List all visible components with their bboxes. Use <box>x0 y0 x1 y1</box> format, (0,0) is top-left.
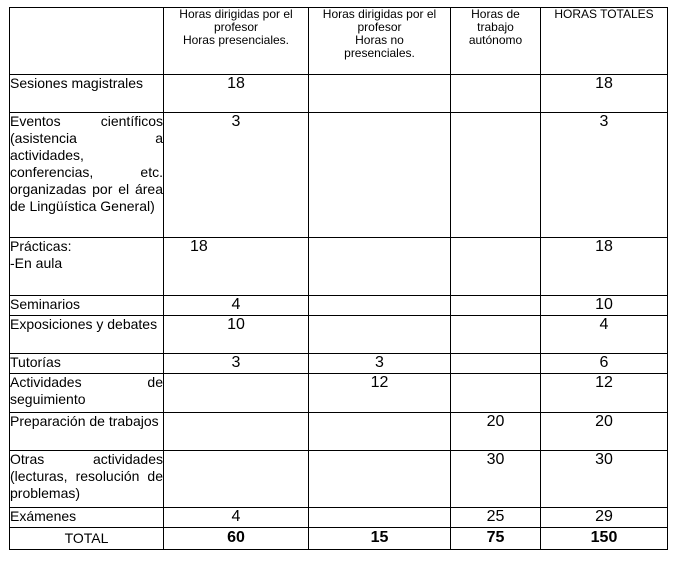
row-label: Otras actividades (lecturas, resolución de problemas) <box>10 451 164 508</box>
cell-autonomous <box>451 354 541 374</box>
row-label: Eventos científicos (asistencia a actividades, conferencias, etc. organizadas por el área de Lingüística General) <box>10 113 164 238</box>
row-label: Exámenes <box>10 508 164 528</box>
table-row <box>10 316 668 354</box>
total-presential: 60 <box>164 528 309 550</box>
cell-presential: 4 <box>164 508 309 528</box>
cell-presential <box>164 413 309 451</box>
cell-autonomous <box>451 75 541 113</box>
header-presential-hours <box>164 8 309 75</box>
header-non-presential-hours <box>309 8 451 75</box>
cell-non-presential <box>309 451 451 508</box>
header-text: Horas dirigidas por el <box>179 7 293 21</box>
table-row <box>10 238 668 296</box>
cell-total: 10 <box>541 296 668 316</box>
header-empty-cell <box>10 8 164 75</box>
cell-autonomous <box>451 374 541 413</box>
table-row <box>10 508 668 528</box>
header-text: presenciales. <box>344 46 415 60</box>
row-label: Sesiones magistrales <box>10 75 164 113</box>
cell-autonomous: 20 <box>451 413 541 451</box>
hours-table <box>9 7 668 550</box>
cell-total: 29 <box>541 508 668 528</box>
table-row <box>10 113 668 238</box>
cell-non-presential <box>309 413 451 451</box>
cell-autonomous <box>451 316 541 354</box>
row-label: Exposiciones y debates <box>10 316 164 354</box>
total-autonomous: 75 <box>451 528 541 550</box>
cell-total: 30 <box>541 451 668 508</box>
total-non-presential: 15 <box>309 528 451 550</box>
header-text: Horas dirigidas por el <box>322 7 437 21</box>
cell-presential: 18 <box>164 75 309 113</box>
cell-non-presential <box>309 113 451 238</box>
header-text: Horas no <box>355 33 404 47</box>
total-hours: 150 <box>541 528 668 550</box>
header-text: Horas de <box>471 7 520 21</box>
row-label: Actividades de seguimiento <box>10 374 164 413</box>
cell-total: 3 <box>541 113 668 238</box>
header-text: Horas presenciales. <box>182 33 290 47</box>
cell-total: 18 <box>541 75 668 113</box>
table-row <box>10 75 668 113</box>
cell-autonomous <box>451 113 541 238</box>
row-label-line: Prácticas: <box>10 238 72 254</box>
header-text: autónomo <box>468 33 523 47</box>
cell-non-presential <box>309 508 451 528</box>
header-text: profesor <box>357 20 402 34</box>
cell-total: 6 <box>541 354 668 374</box>
cell-non-presential <box>309 75 451 113</box>
table-row <box>10 451 668 508</box>
cell-total: 4 <box>541 316 668 354</box>
cell-non-presential: 3 <box>309 354 451 374</box>
row-label: Tutorías <box>10 354 164 374</box>
cell-autonomous <box>451 296 541 316</box>
cell-presential: 10 <box>164 316 309 354</box>
cell-presential: 4 <box>164 296 309 316</box>
header-text: trabajo <box>477 20 514 34</box>
table-row <box>10 296 668 316</box>
row-label: Seminarios <box>10 296 164 316</box>
cell-total: 20 <box>541 413 668 451</box>
total-row <box>10 528 668 550</box>
total-label: TOTAL <box>10 528 164 550</box>
header-text: profesor <box>213 20 259 34</box>
cell-non-presential <box>309 316 451 354</box>
cell-non-presential <box>309 296 451 316</box>
cell-non-presential: 12 <box>309 374 451 413</box>
table-row <box>10 354 668 374</box>
cell-autonomous <box>451 238 541 296</box>
table-row <box>10 374 668 413</box>
cell-total: 18 <box>541 238 668 296</box>
header-autonomous-hours <box>451 8 541 75</box>
row-label: Preparación de trabajos <box>10 413 164 451</box>
cell-presential <box>164 374 309 413</box>
cell-presential: 18 <box>164 238 309 296</box>
cell-autonomous: 25 <box>451 508 541 528</box>
header-row <box>10 8 668 75</box>
cell-presential <box>164 451 309 508</box>
header-text: HORAS TOTALES <box>554 7 654 21</box>
cell-presential: 3 <box>164 354 309 374</box>
row-label-line: -En aula <box>10 255 63 271</box>
table-row <box>10 413 668 451</box>
cell-non-presential <box>309 238 451 296</box>
header-total-hours <box>541 8 668 75</box>
cell-autonomous: 30 <box>451 451 541 508</box>
cell-total: 12 <box>541 374 668 413</box>
row-label <box>10 238 164 296</box>
cell-presential: 3 <box>164 113 309 238</box>
